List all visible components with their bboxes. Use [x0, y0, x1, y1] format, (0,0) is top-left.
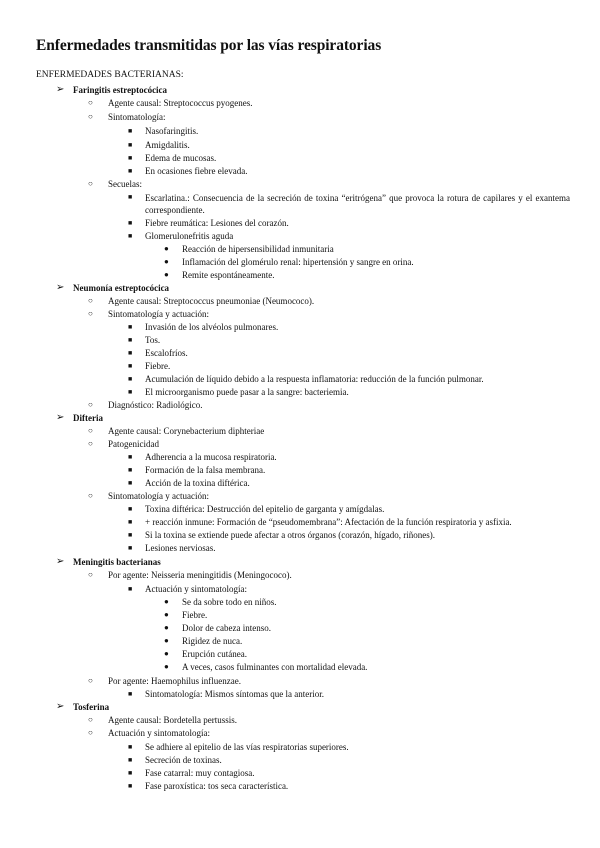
square-bullet-icon: ■	[128, 349, 133, 357]
list-item: Fase paroxística: tos seca característica.	[145, 781, 289, 791]
dot-bullet-icon: ●	[164, 597, 169, 606]
square-bullet-icon: ■	[128, 769, 133, 777]
arrow-bullet-icon: ➢	[56, 282, 65, 293]
square-bullet-icon: ■	[128, 743, 133, 751]
section-heading: ENFERMEDADES BACTERIANAS:	[36, 70, 184, 80]
square-bullet-icon: ■	[128, 336, 133, 344]
topic-heading: Neumonía estreptocócica	[73, 283, 170, 293]
list-item: Por agente: Neisseria meningitidis (Meningococo).	[108, 570, 292, 580]
list-item: Se da sobre todo en niños.	[182, 597, 277, 607]
list-item: Glomerulonefritis aguda	[145, 231, 234, 241]
square-bullet-icon: ■	[128, 756, 133, 764]
list-item: Invasión de los alvéolos pulmonares.	[145, 322, 279, 332]
circle-bullet-icon: ○	[88, 676, 93, 685]
circle-bullet-icon: ○	[88, 426, 93, 435]
arrow-bullet-icon: ➢	[56, 84, 65, 95]
list-item: Fiebre.	[182, 610, 208, 620]
square-bullet-icon: ■	[128, 167, 133, 175]
dot-bullet-icon: ●	[164, 244, 169, 253]
list-item: El microorganismo puede pasar a la sangre: bacteriemia.	[145, 387, 349, 397]
arrow-bullet-icon: ➢	[56, 412, 65, 423]
square-bullet-icon: ■	[128, 453, 133, 461]
list-item: Nasofaringitis.	[145, 126, 199, 136]
page-title: Enfermedades transmitidas por las vías respiratorias	[36, 37, 382, 54]
list-item: Tos.	[145, 335, 161, 345]
list-item: Formación de la falsa membrana.	[145, 465, 266, 475]
list-item: Amigdalitis.	[145, 140, 190, 150]
square-bullet-icon: ■	[128, 362, 133, 370]
list-item: Diagnóstico: Radiológico.	[108, 400, 203, 410]
square-bullet-icon: ■	[128, 388, 133, 396]
list-item: Sintomatología y actuación:	[108, 309, 209, 319]
arrow-bullet-icon: ➢	[56, 556, 65, 567]
square-bullet-icon: ■	[128, 127, 133, 135]
list-item: A veces, casos fulminantes con mortalidad elevada.	[182, 662, 368, 672]
circle-bullet-icon: ○	[88, 309, 93, 318]
list-item: Patogenicidad	[108, 439, 159, 449]
list-item: Acción de la toxina diftérica.	[145, 478, 250, 488]
list-item: Se adhiere al epitelio de las vías respiratorias superiores.	[145, 742, 349, 752]
square-bullet-icon: ■	[128, 466, 133, 474]
list-item: Escalofríos.	[145, 348, 188, 358]
list-item: Agente causal: Streptococcus pyogenes.	[108, 98, 253, 108]
circle-bullet-icon: ○	[88, 728, 93, 737]
list-item: Edema de mucosas.	[145, 153, 217, 163]
square-bullet-icon: ■	[128, 232, 133, 240]
topic-heading: Tosferina	[73, 702, 110, 712]
list-item: Toxina diftérica: Destrucción del epitelio de garganta y amígdalas.	[145, 504, 385, 514]
dot-bullet-icon: ●	[164, 623, 169, 632]
dot-bullet-icon: ●	[164, 662, 169, 671]
list-item: Secuelas:	[108, 179, 142, 189]
dot-bullet-icon: ●	[164, 649, 169, 658]
list-item: Agente causal: Corynebacterium diphteriae	[108, 426, 265, 436]
square-bullet-icon: ■	[128, 323, 133, 331]
list-item: Dolor de cabeza intenso.	[182, 623, 271, 633]
list-item: Secreción de toxinas.	[145, 755, 222, 765]
circle-bullet-icon: ○	[88, 98, 93, 107]
square-bullet-icon: ■	[128, 479, 133, 487]
list-item: + reacción inmune: Formación de “pseudomembrana”: Afectación de la función respiratoria y asfixia.	[145, 517, 512, 527]
list-item: Sintomatología y actuación:	[108, 491, 209, 501]
topic-heading: Faringitis estreptocócica	[73, 85, 168, 95]
circle-bullet-icon: ○	[88, 715, 93, 724]
circle-bullet-icon: ○	[88, 296, 93, 305]
square-bullet-icon: ■	[128, 518, 133, 526]
circle-bullet-icon: ○	[88, 179, 93, 188]
list-item: Fiebre.	[145, 361, 171, 371]
square-bullet-icon: ■	[128, 531, 133, 539]
list-item: Lesiones nerviosas.	[145, 543, 216, 553]
arrow-bullet-icon: ➢	[56, 701, 65, 712]
dot-bullet-icon: ●	[164, 257, 169, 266]
square-bullet-icon: ■	[128, 154, 133, 162]
list-item: Inflamación del glomérulo renal: hipertensión y sangre en orina.	[182, 257, 414, 267]
list-item: Erupción cutánea.	[182, 649, 247, 659]
list-item: Adherencia a la mucosa respiratoria.	[145, 452, 277, 462]
topic-heading: Difteria	[73, 413, 103, 423]
circle-bullet-icon: ○	[88, 570, 93, 579]
list-item: Sintomatología:	[108, 112, 166, 122]
square-bullet-icon: ■	[128, 690, 133, 698]
square-bullet-icon: ■	[128, 141, 133, 149]
list-item: Reacción de hipersensibilidad inmunitaria	[182, 244, 334, 254]
list-item: Actuación y sintomatología:	[145, 584, 247, 594]
circle-bullet-icon: ○	[88, 491, 93, 500]
square-bullet-icon: ■	[128, 219, 133, 227]
list-item: Rigidez de nuca.	[182, 636, 243, 646]
topic-heading: Meningitis bacterianas	[73, 557, 161, 567]
dot-bullet-icon: ●	[164, 610, 169, 619]
list-item: Agente causal: Streptococcus pneumoniae (Neumococo).	[108, 296, 315, 306]
list-item: Fiebre reumática: Lesiones del corazón.	[145, 218, 289, 228]
list-item: Por agente: Haemophilus influenzae.	[108, 676, 241, 686]
circle-bullet-icon: ○	[88, 400, 93, 409]
list-item: En ocasiones fiebre elevada.	[145, 166, 248, 176]
circle-bullet-icon: ○	[88, 439, 93, 448]
list-item: Fase catarral: muy contagiosa.	[145, 768, 255, 778]
square-bullet-icon: ■	[128, 782, 133, 790]
square-bullet-icon: ■	[128, 544, 133, 552]
list-item: Escarlatina.: Consecuencia de la secreción de toxina “eritrógena” que provoca la rotura de capilares y el exantema correspondiente.	[145, 193, 570, 215]
square-bullet-icon: ■	[128, 505, 133, 513]
list-item: Actuación y sintomatología:	[108, 728, 210, 738]
circle-bullet-icon: ○	[88, 112, 93, 121]
square-bullet-icon: ■	[128, 375, 133, 383]
square-bullet-icon: ■	[128, 585, 133, 593]
list-item: Acumulación de líquido debido a la respuesta inflamatoria: reducción de la función pulmonar.	[145, 374, 484, 384]
dot-bullet-icon: ●	[164, 270, 169, 279]
list-item: Sintomatología: Mismos síntomas que la anterior.	[145, 689, 324, 699]
list-item: Si la toxina se extiende puede afectar a otros órganos (corazón, hígado, riñones).	[145, 530, 435, 540]
list-item: Remite espontáneamente.	[182, 270, 275, 280]
dot-bullet-icon: ●	[164, 636, 169, 645]
square-bullet-icon: ■	[128, 193, 133, 201]
list-item: Agente causal: Bordetella pertussis.	[108, 715, 237, 725]
